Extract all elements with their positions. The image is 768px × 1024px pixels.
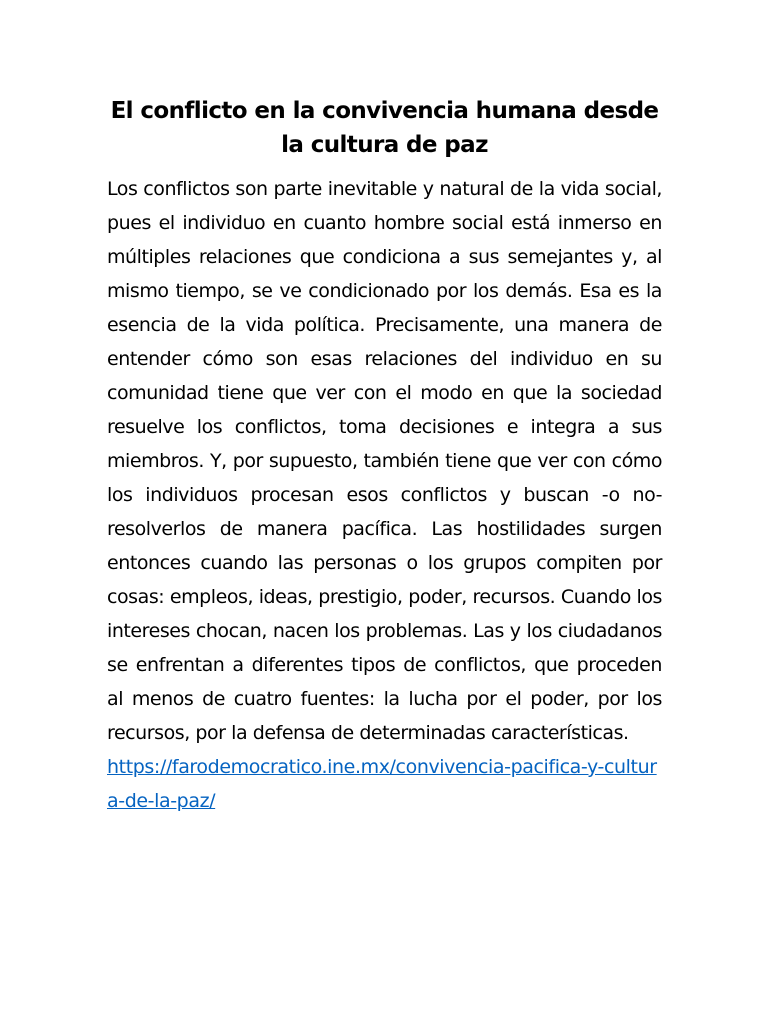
body-paragraph: Los conflictos son parte inevitable y natural de la vida social, pues el individuo en cuanto hombre social está inmerso en múltiples relaciones que condiciona a sus semejantes y, al mismo tiempo, se ve condicionado por los demás. Esa es la esencia de la vida política. Precisamente, una manera de entender cómo son esas relaciones del individuo en su comunidad tiene que ver con el modo en que la sociedad resuelve los conflictos, toma decisiones e integra a sus miembros. Y, por supuesto, también tiene que ver con cómo los individuos procesan esos conflictos y buscan -o no-resolverlos de manera pacífica. Las hostilidades surgen entonces cuando las personas o los grupos compiten por cosas: empleos, ideas, prestigio, poder, recursos. Cuando los intereses chocan, nacen los problemas. Las y los ciudadanos se enfrentan a diferentes tipos de conflictos, que proceden al menos de cuatro fuentes: la lucha por el poder, por los recursos, por la defensa de determinadas características. [107,178,662,744]
document-title [107,94,662,162]
title-line-1: El conflicto en la convivencia humana desde [110,98,659,124]
document-page [107,94,662,818]
title-line-2: la cultura de paz [281,132,488,158]
source-link[interactable]: https://farodemocratico.ine.mx/convivencia-pacifica-y-cultura-de-la-paz/ [107,756,657,812]
